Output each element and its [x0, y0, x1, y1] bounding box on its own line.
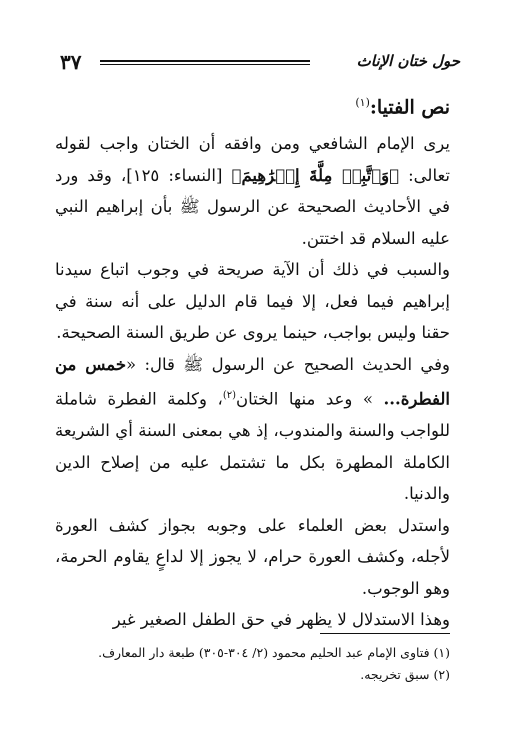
section-title-text: نص الفتيا:	[369, 96, 450, 119]
paragraph-text: ، وكلمة الفطرة شاملة للواجب والسنة والمندوب، إذ هي بمعنى السنة أي الشريعة الكاملة المطهرة بكل ما تشتمل عليه من إصلاح الدين والدنيا.	[55, 389, 450, 504]
header-rule	[100, 60, 310, 62]
footnote-divider	[320, 633, 450, 634]
paragraph	[55, 604, 450, 636]
quran-verse: ﴿وَٱتَّبِعۡ مِلَّةَ إِبۡرَٰهِيمَ﴾	[231, 165, 400, 185]
paragraph	[55, 349, 450, 510]
page-header	[60, 46, 460, 76]
paragraph-text: وهذا الاستدلال لا يظهر في حق الطفل الصغير غير	[112, 610, 450, 630]
header-rule-thin	[100, 64, 310, 65]
paragraph-text: [النساء: ١٢٥]، وقد ورد في الأحاديث الصحيحة عن الرسول ﷺ بأن إبراهيم النبي عليه السلام قد اختتن.	[55, 165, 450, 248]
paragraph	[55, 510, 450, 605]
footnote: (١) فتاوى الإمام عبد الحليم محمود (٢/ ٣٠٤-٣٠٥) طبعة دار المعارف.	[98, 645, 450, 660]
paragraph-text: والسبب في ذلك أن الآية صريحة في وجوب اتباع سيدنا إبراهيم فيما فعل، إلا فيما قام الدليل على أنه سنة في حقنا وليس بواجب، حينما يروى عن طريق السنة الصحيحة.	[55, 260, 450, 343]
footnote-ref: (١)	[355, 96, 370, 109]
paragraph-text: » وعد منها الختان	[236, 389, 384, 409]
section-title	[55, 88, 450, 122]
paragraph	[55, 128, 450, 254]
paragraph-text: وفي الحديث الصحيح عن الرسول ﷺ قال: «	[126, 354, 450, 374]
footnote: (٢) سبق تخريجه.	[360, 667, 450, 682]
running-title: حول ختان الإناث	[356, 52, 460, 70]
paragraph	[55, 254, 450, 349]
paragraph-text: واستدل بعض العلماء على وجوبه بجواز كشف العورة لأجله، وكشف العورة حرام، لا يجوز إلا لداعٍ يقاوم الحرمة، وهو الوجوب.	[55, 515, 450, 598]
footnotes	[50, 642, 450, 686]
main-text	[55, 88, 450, 636]
hadith-quote: خمس من الفطرة...	[55, 354, 450, 409]
footnote-ref: (٢)	[222, 390, 236, 402]
paragraph-text: يرى الإمام الشافعي ومن وافقه أن الختان واجب لقوله تعالى:	[55, 134, 451, 185]
page-number: ٣٧	[60, 50, 82, 74]
